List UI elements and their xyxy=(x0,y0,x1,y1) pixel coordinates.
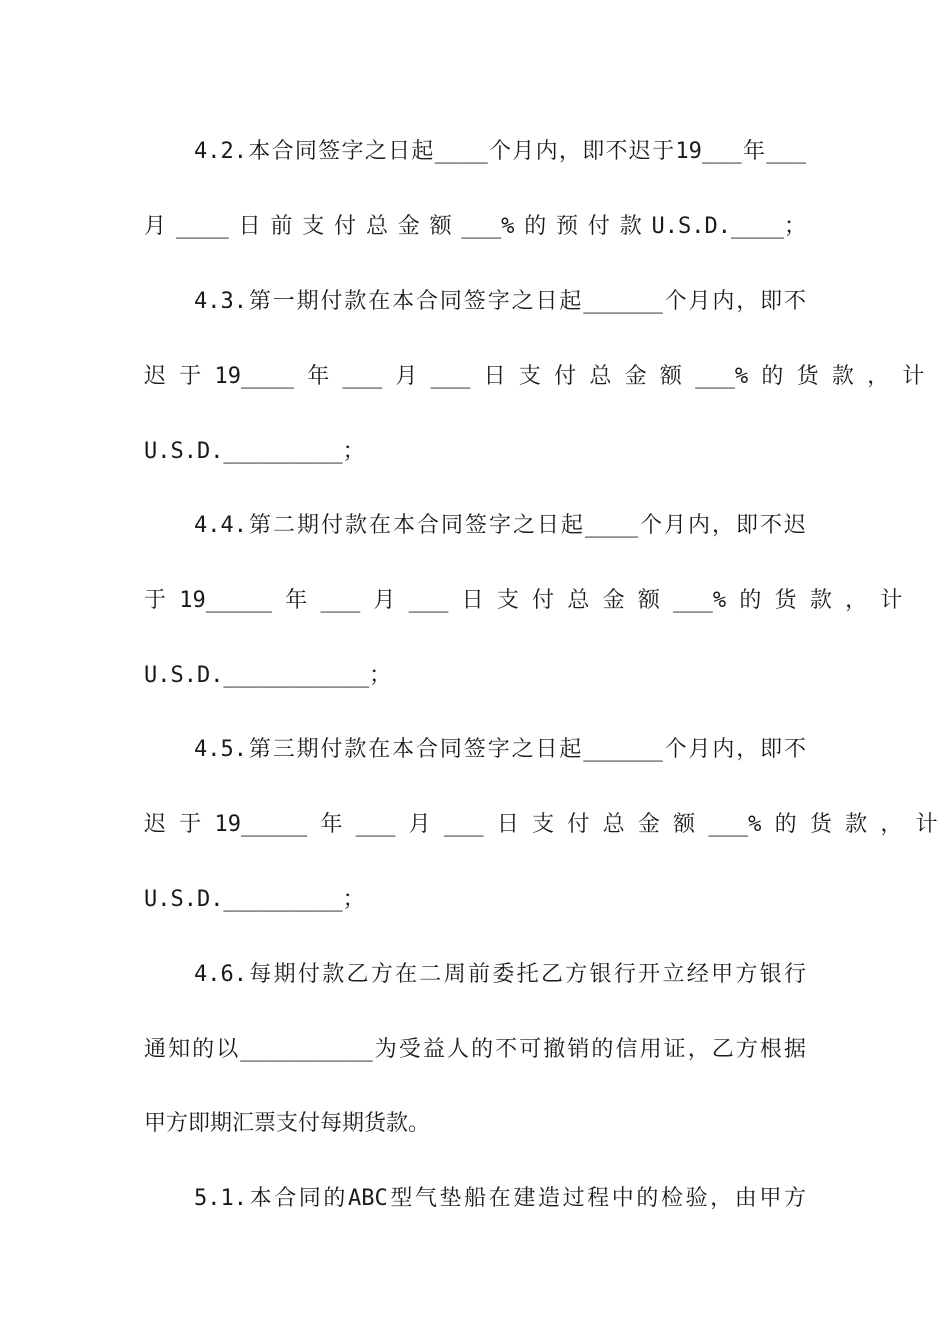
clause-4-3-line-2: 迟 于 19____ 年 ___ 月 ___ 日 支 付 总 金 额 ___% 的 货 款 ， 计 xyxy=(144,364,925,389)
clause-4-4-line-2: 于 19_____ 年 ___ 月 ___ 日 支 付 总 金 额 ___% 的 货 款 ， 计 xyxy=(144,588,903,613)
clause-4-2-line-1: 4.2.本合同签字之日起____个月内，即不迟于19___年___ xyxy=(194,139,806,164)
clause-4-2-line-2: 月____日前支付总金额___%的预付款U.S.D.____； xyxy=(144,214,806,239)
clause-4-6-line-3: 甲方即期汇票支付每期货款。 xyxy=(144,1111,431,1136)
clause-4-5-line-3: U.S.D._________； xyxy=(144,887,365,912)
clause-4-6-line-2: 通知的以__________为受益人的不可撤销的信用证，乙方根据 xyxy=(144,1037,806,1062)
clause-4-4-line-1: 4.4.第二期付款在本合同签字之日起____个月内，即不迟 xyxy=(194,513,806,538)
clause-5-1-line-1: 5.1.本合同的ABC型气垫船在建造过程中的检验，由甲方 xyxy=(194,1186,806,1211)
clause-4-5-line-1: 4.5.第三期付款在本合同签字之日起______个月内，即不 xyxy=(194,737,806,762)
clause-4-3-line-3: U.S.D._________； xyxy=(144,439,365,464)
clause-4-3-line-1: 4.3.第一期付款在本合同签字之日起______个月内，即不 xyxy=(194,289,806,314)
clause-4-6-line-1: 4.6.每期付款乙方在二周前委托乙方银行开立经甲方银行 xyxy=(194,962,806,987)
clause-4-4-line-3: U.S.D.___________； xyxy=(144,663,392,688)
clause-4-5-line-2: 迟 于 19_____ 年 ___ 月 ___ 日 支 付 总 金 额 ___% 的 货 款 ， 计 xyxy=(144,812,938,837)
